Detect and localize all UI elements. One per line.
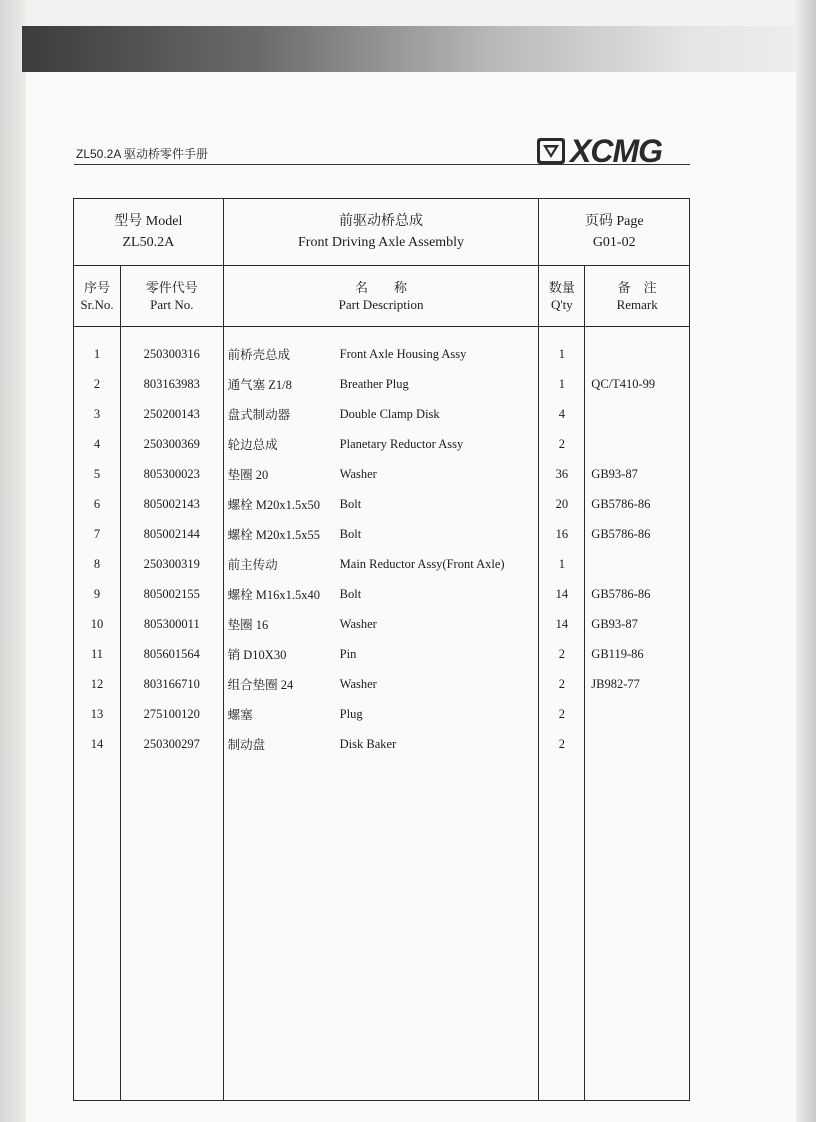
remark: QC/T410-99 xyxy=(591,376,656,391)
empty-row xyxy=(74,945,690,976)
col-header-desc xyxy=(223,266,539,327)
remark xyxy=(585,339,690,369)
scan-shadow-top xyxy=(22,26,806,72)
part-number: 803163983 xyxy=(120,369,223,399)
quantity: 14 xyxy=(539,609,585,639)
description-cn: 垫圈 16 xyxy=(227,618,269,632)
page-cell xyxy=(539,199,690,266)
part-description xyxy=(223,699,539,729)
empty-row xyxy=(74,976,690,1007)
col-header-qty-cn: 数量 xyxy=(548,280,575,295)
description-cn: 垫圈 20 xyxy=(227,468,269,482)
part-number: 805300011 xyxy=(120,609,223,639)
remark xyxy=(585,399,690,429)
brand-logo xyxy=(536,134,662,168)
part-description xyxy=(223,459,539,489)
spacer-row xyxy=(74,327,690,340)
table-row xyxy=(74,639,690,669)
row-number: 13 xyxy=(74,699,121,729)
description-en: Bolt xyxy=(339,526,362,541)
row-number: 11 xyxy=(74,639,121,669)
table-row xyxy=(74,429,690,459)
table-row xyxy=(74,339,690,369)
description-cn: 制动盘 xyxy=(227,738,266,752)
assembly-cell xyxy=(223,199,539,266)
description-cn: 螺栓 M16x1.5x40 xyxy=(227,588,321,602)
empty-row xyxy=(74,821,690,852)
col-header-no-en: Sr.No. xyxy=(80,297,114,312)
model-label: 型号 Model xyxy=(114,214,183,229)
remark: GB119-86 xyxy=(591,646,644,661)
part-number: 805601564 xyxy=(120,639,223,669)
description-en: Planetary Reductor Assy xyxy=(339,436,464,451)
description-cn: 螺栓 M20x1.5x55 xyxy=(227,528,321,542)
remark: GB93-87 xyxy=(591,616,638,631)
remark xyxy=(585,699,690,729)
col-header-desc-cn: 名 称 xyxy=(355,280,408,295)
brand-wordmark: XCMG xyxy=(570,133,662,169)
part-number: 250300316 xyxy=(120,339,223,369)
table-row xyxy=(74,729,690,759)
page-number: G01-02 xyxy=(592,235,636,250)
quantity: 2 xyxy=(539,669,585,699)
part-description xyxy=(223,669,539,699)
column-header-row xyxy=(74,266,690,327)
row-number: 1 xyxy=(74,339,121,369)
empty-row xyxy=(74,790,690,821)
quantity: 20 xyxy=(539,489,585,519)
remark xyxy=(585,729,690,759)
parts-rows xyxy=(74,339,690,1101)
remark: GB5786-86 xyxy=(591,526,651,541)
table-row xyxy=(74,579,690,609)
xcmg-emblem-icon xyxy=(536,137,566,165)
part-number: 250200143 xyxy=(120,399,223,429)
row-number: 7 xyxy=(74,519,121,549)
col-header-qty-en: Q'ty xyxy=(550,297,573,312)
part-description xyxy=(223,429,539,459)
col-header-remark-en: Remark xyxy=(616,297,658,312)
quantity: 36 xyxy=(539,459,585,489)
page-label: 页码 Page xyxy=(584,214,644,229)
row-number: 10 xyxy=(74,609,121,639)
table-row xyxy=(74,609,690,639)
title-block-row xyxy=(74,199,690,266)
part-number: 275100120 xyxy=(120,699,223,729)
description-en: Bolt xyxy=(339,586,362,601)
col-header-remark xyxy=(585,266,690,327)
empty-row xyxy=(74,852,690,883)
quantity: 2 xyxy=(539,639,585,669)
part-description xyxy=(223,369,539,399)
assembly-name-en: Front Driving Axle Assembly xyxy=(298,235,465,250)
description-cn: 螺栓 M20x1.5x50 xyxy=(227,498,321,512)
part-number: 805002143 xyxy=(120,489,223,519)
table-row xyxy=(74,459,690,489)
part-number: 250300319 xyxy=(120,549,223,579)
empty-row xyxy=(74,759,690,790)
empty-row xyxy=(74,1038,690,1069)
col-header-part-en: Part No. xyxy=(150,297,194,312)
empty-row xyxy=(74,1007,690,1038)
remark: JB982-77 xyxy=(591,676,640,691)
part-description xyxy=(223,519,539,549)
empty-row xyxy=(74,914,690,945)
header-rule xyxy=(74,164,690,165)
scan-shadow-right xyxy=(794,0,816,1122)
remark xyxy=(585,549,690,579)
quantity: 2 xyxy=(539,429,585,459)
row-number: 8 xyxy=(74,549,121,579)
description-en: Disk Baker xyxy=(339,736,397,751)
description-cn: 前主传动 xyxy=(227,558,278,572)
description-en: Main Reductor Assy(Front Axle) xyxy=(339,556,505,571)
description-cn: 组合垫圈 24 xyxy=(227,678,294,692)
part-number: 803166710 xyxy=(120,669,223,699)
quantity: 16 xyxy=(539,519,585,549)
part-description xyxy=(223,489,539,519)
remark: GB93-87 xyxy=(591,466,638,481)
empty-row xyxy=(74,1069,690,1101)
description-en: Bolt xyxy=(339,496,362,511)
col-header-part xyxy=(120,266,223,327)
part-description xyxy=(223,549,539,579)
description-cn: 前桥壳总成 xyxy=(227,348,291,362)
row-number: 5 xyxy=(74,459,121,489)
remark: GB5786-86 xyxy=(591,586,651,601)
row-number: 6 xyxy=(74,489,121,519)
table-row xyxy=(74,699,690,729)
description-en: Breather Plug xyxy=(339,376,409,391)
col-header-no xyxy=(74,266,121,327)
part-description xyxy=(223,399,539,429)
description-cn: 通气塞 Z1/8 xyxy=(227,378,292,392)
row-number: 2 xyxy=(74,369,121,399)
description-en: Washer xyxy=(339,466,377,481)
table-row xyxy=(74,519,690,549)
row-number: 9 xyxy=(74,579,121,609)
description-cn: 盘式制动器 xyxy=(227,408,291,422)
description-cn: 轮边总成 xyxy=(227,438,278,452)
part-description xyxy=(223,339,539,369)
description-cn: 螺塞 xyxy=(227,708,253,722)
col-header-remark-cn: 备 注 xyxy=(617,280,657,295)
remark: GB5786-86 xyxy=(591,496,651,511)
row-number: 14 xyxy=(74,729,121,759)
col-header-desc-en: Part Description xyxy=(338,297,424,312)
quantity: 1 xyxy=(539,549,585,579)
parts-table xyxy=(73,198,690,1101)
part-number: 805002144 xyxy=(120,519,223,549)
scan-shadow-left xyxy=(0,0,26,1122)
quantity: 2 xyxy=(539,699,585,729)
empty-row xyxy=(74,883,690,914)
model-value: ZL50.2A xyxy=(122,235,175,250)
table-row xyxy=(74,669,690,699)
manual-title: ZL50.2A 驱动桥零件手册 xyxy=(76,147,209,161)
table-row xyxy=(74,549,690,579)
table-row xyxy=(74,489,690,519)
part-number: 250300297 xyxy=(120,729,223,759)
description-en: Washer xyxy=(339,676,377,691)
col-header-qty xyxy=(539,266,585,327)
part-number: 250300369 xyxy=(120,429,223,459)
part-description xyxy=(223,579,539,609)
part-number: 805300023 xyxy=(120,459,223,489)
description-en: Plug xyxy=(339,706,363,721)
row-number: 4 xyxy=(74,429,121,459)
part-description xyxy=(223,609,539,639)
description-en: Pin xyxy=(339,646,357,661)
quantity: 1 xyxy=(539,369,585,399)
description-en: Washer xyxy=(339,616,377,631)
quantity: 2 xyxy=(539,729,585,759)
col-header-no-cn: 序号 xyxy=(83,280,110,295)
model-cell xyxy=(74,199,224,266)
part-description xyxy=(223,729,539,759)
table-row xyxy=(74,399,690,429)
quantity: 1 xyxy=(539,339,585,369)
part-description xyxy=(223,639,539,669)
row-number: 3 xyxy=(74,399,121,429)
description-en: Double Clamp Disk xyxy=(339,406,440,421)
table-row xyxy=(74,369,690,399)
assembly-name-cn: 前驱动桥总成 xyxy=(339,214,424,229)
description-en: Front Axle Housing Assy xyxy=(339,346,467,361)
quantity: 14 xyxy=(539,579,585,609)
description-cn: 销 D10X30 xyxy=(227,648,287,662)
part-number: 805002155 xyxy=(120,579,223,609)
col-header-part-cn: 零件代号 xyxy=(145,280,198,295)
row-number: 12 xyxy=(74,669,121,699)
remark xyxy=(585,429,690,459)
quantity: 4 xyxy=(539,399,585,429)
